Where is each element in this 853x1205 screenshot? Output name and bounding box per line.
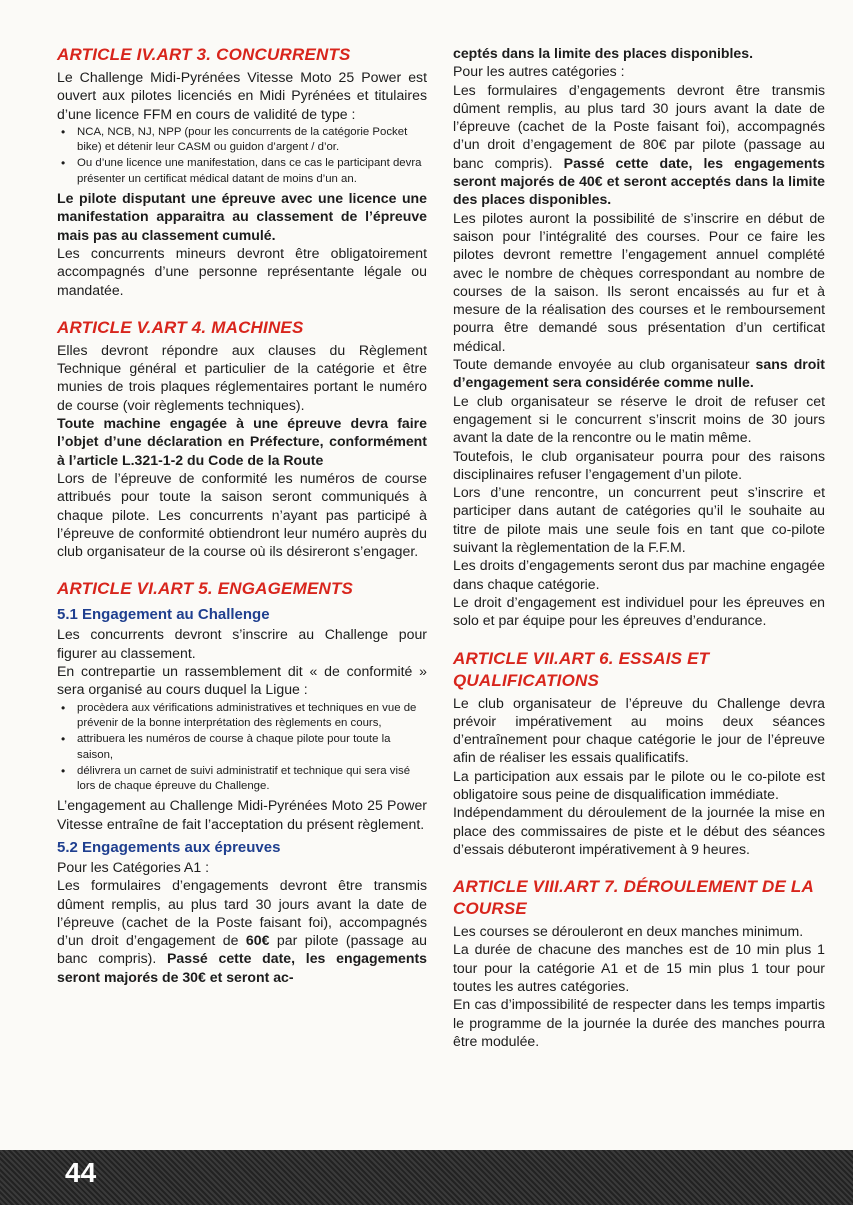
article-4-heading: ARTICLE V.ART 4. MACHINES <box>57 317 304 337</box>
article-5-heading: ARTICLE VI.ART 5. ENGAGEMENTS <box>57 579 354 599</box>
paragraph: Les concurrents mineurs devront être obligatoirement accompagnés d’une personne représentante légale ou mandatée. <box>57 244 427 298</box>
paragraph <box>57 876 427 986</box>
bullet-list <box>57 701 427 795</box>
bold-text-run: sans droit d’engagement sera considérée comme nulle. <box>453 356 826 391</box>
bullet-list <box>57 125 427 187</box>
fee-amount: 60€ <box>245 932 270 949</box>
paragraph: Le club organisateur de l’épreuve du Challenge devra prévoir impérativement au moins deux séances d’entraînement pour chaque catégorie le jour de l’épreuve afin de réaliser les essais qualificatifs. <box>453 694 825 766</box>
paragraph: Le club organisateur se réserve le droit de refuser cet engagement si le concurrent s’inscrit moins de 30 jours avant la date de la rencontre ou le matin même. <box>453 392 825 446</box>
footer-band <box>0 1150 853 1205</box>
bold-text-run: Passé cette date, les engagements seront majorés de 30€ et seront ac- <box>57 950 427 985</box>
paragraph: Les pilotes auront la possibilité de s’inscrire en début de saison pour l’intégralité des courses. Pour ce faire les pilotes devront remettre l’engagement annuel complété avec le nombre de chèques correspondant au nombre de courses de la saison. Ils seront encaissés au fur et à mesure de la réalisation des courses et le remboursement pourra être demandé sous présentation d’un certificat médical. <box>453 209 825 354</box>
paragraph: Pour les autres catégories : <box>453 63 625 80</box>
text-run: Toute demande envoyée au club organisateur <box>453 356 756 373</box>
text-run: par pilote (passage au banc compris). <box>57 932 427 967</box>
left-column <box>57 44 427 986</box>
paragraph: Indépendamment du déroulement de la journée la mise en place des commissaires de piste et le début des séances d’essais débuteront impérativement à 9 heures. <box>453 804 825 857</box>
paragraph: Le Challenge Midi-Pyrénées Vitesse Moto 25 Power est ouvert aux pilotes licenciés en Midi Pyrénées et titulaires d’une licence FFM en cours de validité de type : <box>57 69 427 122</box>
paragraph: En contrepartie un rassemblement dit « de conformité » sera organisé au cours duquel la Ligue : <box>57 663 427 698</box>
page-number: 44 <box>65 1157 97 1188</box>
list-item: • procèdera aux vérifications administratives et techniques en vue de prévenir de la bonne interprétation des règlements en cours, <box>57 701 427 732</box>
paragraph: Les courses se dérouleront en deux manches minimum. <box>453 923 804 940</box>
paragraph: En cas d’impossibilité de respecter dans les temps impartis le programme de la journée la durée des manches pourra être modulée. <box>453 996 825 1049</box>
subheading: 5.2 Engagements aux épreuves <box>57 838 281 856</box>
list-item: • NCA, NCB, NJ, NPP (pour les concurrents de la catégorie Pocket bike) et détenir leur CASM ou guidon d’argent / d’or. <box>57 125 427 156</box>
paragraph: Toutefois, le club organisateur pourra pour des raisons disciplinaires refuser l’engagement d’un pilote. <box>453 447 825 482</box>
paragraph: L’engagement au Challenge Midi-Pyrénées Moto 25 Power Vitesse entraîne de fait l’acceptation du présent règlement. <box>57 797 427 832</box>
article-6-heading: ARTICLE VII.ART 6. ESSAIS ET QUALIFICATIONS <box>453 648 710 690</box>
paragraph: Le droit d’engagement est individuel pour les épreuves en solo et par équipe pour les épreuves d’endurance. <box>453 593 825 629</box>
paragraph: Les droits d’engagements seront dus par machine engagée dans chaque catégorie. <box>453 557 825 592</box>
bold-text-run: Passé cette date, les engagements seront majorés de 40€ et seront acceptés dans la limite des places disponibles. <box>453 154 825 208</box>
article-3-heading: ARTICLE IV.ART 3. CONCURRENTS <box>57 45 351 64</box>
paragraph: Lors d’une rencontre, un concurrent peut s’inscrire et participer dans autant de catégories qu’il le souhaite au titre de pilote mais une seule fois en tant que co-pilote suivant la règlementation de la F.F.M. <box>453 484 825 556</box>
paragraph: Lors de l’épreuve de conformité les numéros de course attribués pour toute la saison seront communiqués à chaque pilote. Les concurrents n’ayant pas participé à l’épreuve de conformité obtiendront leur numéro auprès du club organisateur de la course où ils désireront s’engager. <box>57 469 427 560</box>
paragraph: La participation aux essais par le pilote ou le co-pilote est obligatoire sous peine de disqualification immédiate. <box>453 767 825 802</box>
article-7-heading: ARTICLE VIII.ART 7. DÉROULEMENT DE LA COURSE <box>453 877 814 919</box>
subheading: 5.1 Engagement au Challenge <box>57 606 270 624</box>
paragraph: Pour les Catégories A1 : <box>57 858 209 875</box>
list-item: • attribuera les numéros de course à chaque pilote pour toute la saison, <box>57 732 427 763</box>
bold-paragraph: Toute machine engagée à une épreuve devra faire l’objet d’une déclaration en Préfecture, conformément à l’article L.321-1-2 du Code de la Route <box>57 415 427 468</box>
bold-paragraph: ceptés dans la limite des places disponibles. <box>453 45 753 61</box>
bold-paragraph: Le pilote disputant une épreuve avec une licence une manifestation apparaitra au classement de l’épreuve mais pas au classement cumulé. <box>57 190 427 243</box>
paragraph <box>453 355 825 392</box>
text-run: Les formulaires d’engagements devront être transmis dûment remplis, au plus tard 30 jours avant la date de l’épreuve (cachet de la Poste faisant foi), accompagnés d’un droit d’engagement de <box>57 877 427 949</box>
list-item: • délivrera un carnet de suivi administratif et technique qui sera visé lors de chaque épreuve du Challenge. <box>57 764 427 795</box>
right-column <box>453 44 825 1050</box>
paragraph: Les concurrents devront s’inscrire au Challenge pour figurer au classement. <box>57 626 427 661</box>
paragraph: Elles devront répondre aux clauses du Règlement Technique général et particulier de la catégorie et être munies de trois plaques réglementaires portant le numéro de course (voir règlements techniques). <box>57 341 427 413</box>
list-item: • Ou d’une licence une manifestation, dans ce cas le participant devra présenter un certificat médical datant de moins d’un an. <box>57 156 427 187</box>
paragraph <box>453 81 825 209</box>
paragraph: La durée de chacune des manches est de 10 min plus 1 tour pour la catégorie A1 et de 15 min plus 1 tour pour toutes les autres catégories. <box>453 941 825 995</box>
text-run: Les formulaires d’engagements devront être transmis dûment remplis, au plus tard 30 jours avant la date de l’épreuve (cachet de la Poste faisant foi), accompagnés d’un droit d’engagement de 80€ par pilote (passage au banc compris). <box>453 81 825 171</box>
